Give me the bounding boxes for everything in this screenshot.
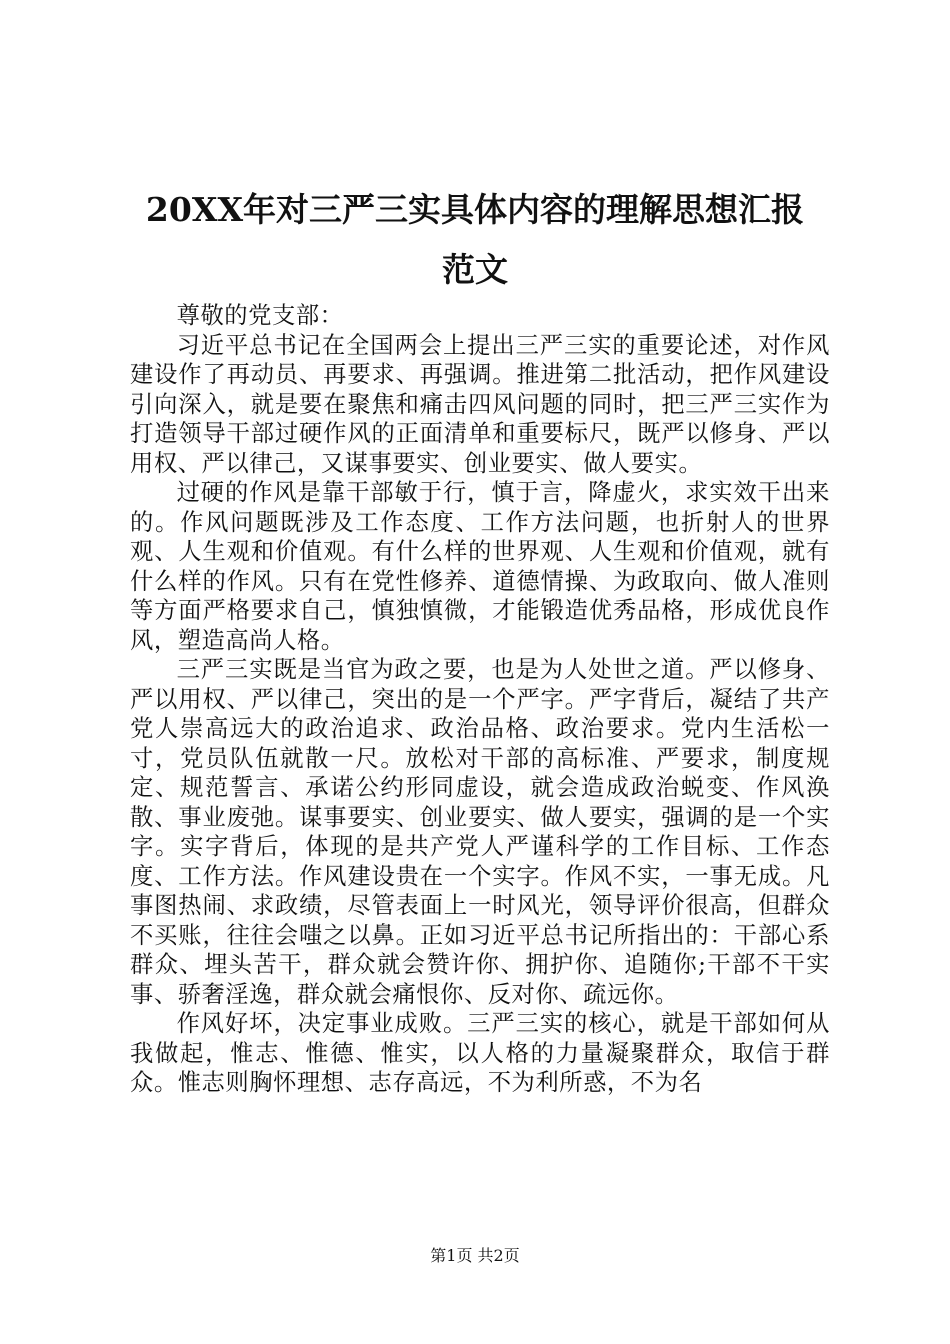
paragraph-3: 三严三实既是当官为政之要，也是为人处世之道。严以修身、严以用权、严以律己，突出的是一个严字。严字背后，凝结了共产党人崇高远大的政治追求、政治品格、政治要求。党内生活松一寸，党员队伍就散一尺。放松对干部的高标准、严要求，制度规定、规范誓言、承诺公约形同虚设，就会造成政治蜕变、作风涣散、事业废弛。谋事要实、创业要实、做人要实，强调的是一个实字。实字背后，体现的是共产党人严谨科学的工作目标、工作态度、工作方法。作风建设贵在一个实字。作风不实，一事无成。凡事图热闹、求政绩，尽管表面上一时风光，领导评价很高，但群众不买账，往往会嗤之以鼻。正如习近平总书记所指出的：干部心系群众、埋头苦干，群众就会赞许你、拥护你、追随你;干部不干实事、骄奢淫逸，群众就会痛恨你、反对你、疏远你。 bbox=[130, 656, 830, 1008]
salutation: 尊敬的党支部： bbox=[176, 302, 344, 329]
page-footer: 第1页 共2页 bbox=[430, 1246, 520, 1265]
document-title-line-2: 范文 bbox=[442, 250, 508, 289]
paragraph-2: 过硬的作风是靠干部敏于行，慎于言，降虚火，求实效干出来的。作风问题既涉及工作态度、工作方法问题，也折射人的世界观、人生观和价值观。有什么样的世界观、人生观和价值观，就有什么样的作风。只有在党性修养、道德情操、为政取向、做人准则等方面严格要求自己，慎独慎微，才能锻造优秀品格，形成优良作风，塑造高尚人格。 bbox=[130, 479, 830, 654]
paragraph-4: 作风好坏，决定事业成败。三严三实的核心，就是干部如何从我做起，惟志、惟德、惟实，以人格的力量凝聚群众，取信于群众。惟志则胸怀理想、志存高远，不为利所惑，不为名 bbox=[130, 1010, 830, 1096]
document-body bbox=[130, 301, 830, 1098]
document-title-line-1: 20XX年对三严三实具体内容的理解思想汇报 bbox=[145, 190, 805, 229]
paragraph-1: 习近平总书记在全国两会上提出三严三实的重要论述，对作风建设作了再动员、再要求、再强调。推进第二批活动，把作风建设引向深入，就是要在聚焦和痛击四风问题的同时，把三严三实作为打造领导干部过硬作风的正面清单和重要标尺，既严以修身、严以用权、严以律己，又谋事要实、创业要实、做人要实。 bbox=[130, 331, 830, 477]
